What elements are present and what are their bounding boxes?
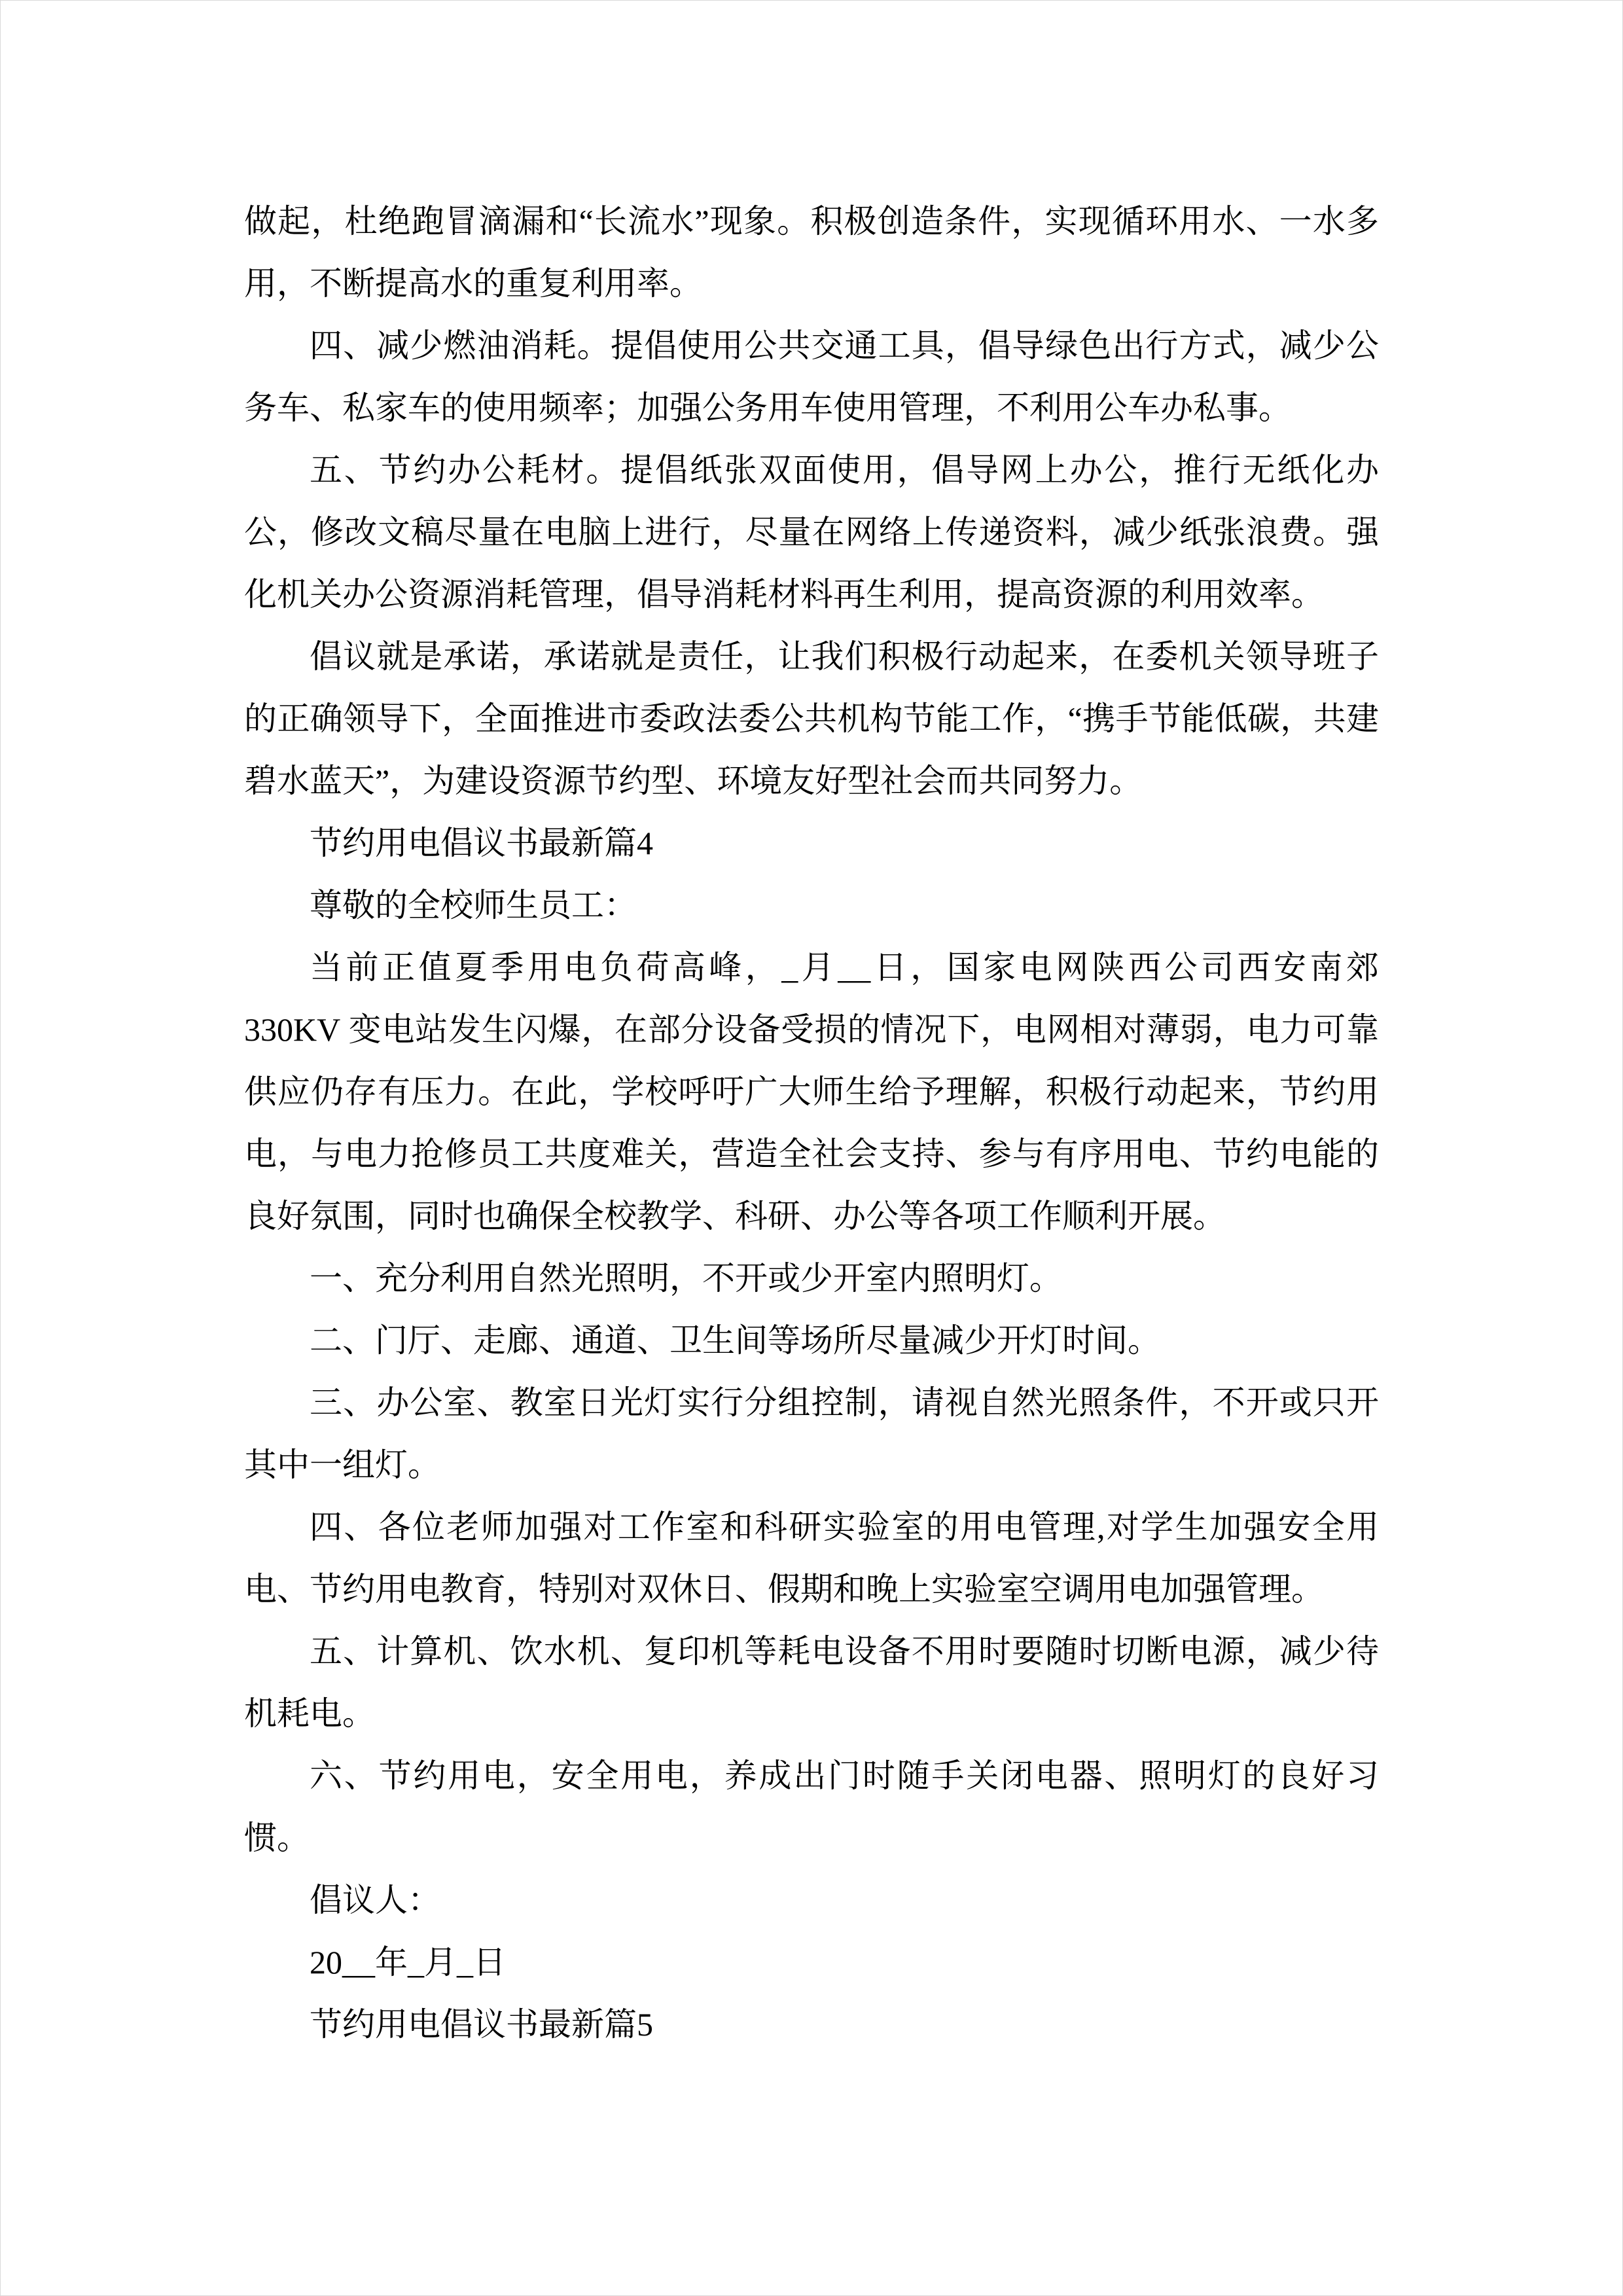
salutation: 尊敬的全校师生员工：	[310, 887, 637, 924]
paragraph: 当前正值夏季用电负荷高峰，_月__日，国家电网陕西公司西安南郊 330KV 变电站发生闪爆，在部分设备受损的情况下，电网相对薄弱，电力可靠供应仍存有压力。在此，学校呼吁广大师生给予理解，积极行动起来，节约用电，与电力抢修员工共度难关，营造全社会支持、参与有序用电、节约电能的良好氛围，同时也确保全校教学、科研、办公等各项工作顺利开展。	[244, 949, 1379, 1234]
numbered-item: 四、减少燃油消耗。提倡使用公共交通工具，倡导绿色出行方式，减少公务车、私家车的使用频率；加强公务用车使用管理，不利用公车办私事。	[244, 327, 1379, 426]
paragraph-list	[244, 190, 1379, 2056]
numbered-item: 一、充分利用自然光照明，不开或少开室内照明灯。	[310, 1260, 1062, 1297]
signature-label: 倡议人：	[310, 1882, 440, 1918]
numbered-item: 五、节约办公耗材。提倡纸张双面使用，倡导网上办公，推行无纸化办公，修改文稿尽量在电脑上进行，尽量在网络上传递资料，减少纸张浪费。强化机关办公资源消耗管理，倡导消耗材料再生利用，提高资源的利用效率。	[244, 452, 1379, 613]
numbered-item: 三、办公室、教室日光灯实行分组控制，请视自然光照条件，不开或只开其中一组灯。	[244, 1384, 1379, 1483]
date-line: 20__年_月_日	[310, 1944, 506, 1981]
numbered-item: 四、各位老师加强对工作室和科研实验室的用电管理,对学生加强安全用电、节约用电教育，特别对双休日、假期和晚上实验室空调用电加强管理。	[244, 1509, 1379, 1607]
paragraph: 倡议就是承诺，承诺就是责任，让我们积极行动起来，在委机关领导班子的正确领导下，全面推进市委政法委公共机构节能工作，“携手节能低碳，共建碧水蓝天”，为建设资源节约型、环境友好型社会而共同努力。	[244, 638, 1379, 799]
numbered-item: 五、计算机、饮水机、复印机等耗电设备不用时要随时切断电源，减少待机耗电。	[244, 1633, 1379, 1732]
numbered-item: 二、门厅、走廊、通道、卫生间等场所尽量减少开灯时间。	[310, 1322, 1160, 1359]
section-title: 节约用电倡议书最新篇5	[310, 2006, 653, 2043]
section-title: 节约用电倡议书最新篇4	[310, 825, 653, 861]
paragraph-continuation: 做起，杜绝跑冒滴漏和“长流水”现象。积极创造条件，实现循环用水、一水多用，不断提高水的重复利用率。	[244, 203, 1379, 302]
numbered-item: 六、节约用电，安全用电，养成出门时随手关闭电器、照明灯的良好习惯。	[244, 1757, 1379, 1856]
